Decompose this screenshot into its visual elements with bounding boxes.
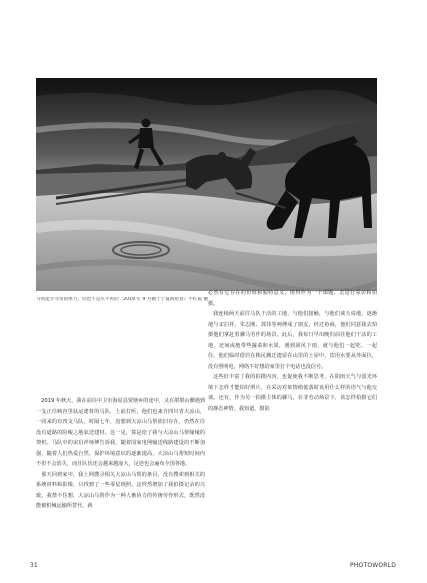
body-paragraph: 2019 年秋天，我在前往中卫市海原县贾塘乡的途中，又在堪堪山腰遇到一支正往峡谷里驮运建材的马队，上前打听，他们也来自四川省大凉山，一同来的有四支马队。时隔七年，没想到大凉山马帮依旧存在，仍然在往没有道路的险峻之地驮送建材。这一见，算是给了我与大凉山马帮缘缘的契机。马队中的宋启祥师傅告诉我，随着国家电网输送线路建设的不断加强，随着人们热爱自然、保护环境意识的逐渐提高，大凉山马帮短时间内不但不会消失，而且队伍还会越来越庞大，足迹也会遍布全国各地。 <box>36 398 205 467</box>
horse-landscape-photo <box>36 78 377 291</box>
page-number: 31 <box>30 562 38 569</box>
magazine-name: PHOTOWORLD <box>350 562 397 569</box>
right-column <box>208 288 377 414</box>
body-paragraph: 这些好丰富了我的拍摄内容，也促使我不断思考，在阴雨天气与弱光环境下怎样才能拍好照片，在采访对象情绪低落时该用什么样的语气与他交谈。还有，作为另一拍摄主体的骡马，在非劳动场景下，该怎样拍摄它们的静态神情。我知道，摄影 <box>208 374 377 412</box>
photo-caption: 马帮能手寻常的体力，但也不是压不垮的（2019 年 9 月摄于宁夏海原县）牛红霞 摄 <box>36 297 209 302</box>
left-column <box>36 396 205 512</box>
body-paragraph: 我连续两天前往马队干活的工地，与他们接触，与他们谈天说地，逐渐地与宋启祥、朱志刚、郭伟等师傅成了朋友，经过协商，他们同意我去拍摄他们拿赶着骡马劳作的场景。此后，我每日早出晚归前往他们干活的工地，还间或地带些蔬菜和水果，遇到刮风下雨，就与他们一起吃、一起住。他们临时借居在株民搬迁遗留在山里的土屋中，饮用水要从外面拉，没有照明电，网络不好想给家里打个电话也没信号。 <box>208 311 377 370</box>
body-paragraph: 那天回到家中，我上网搜寻相关大凉山马帮的条目，没有搜索到相关的系统材料和影像，只找到了一些零星琐照。这样然增加了我拍摄记录的兴致。我禁不住想，大凉山马帮作为一种人畜协力的传统劳作形式，既然没能被机械运输所替代，就 <box>36 471 205 509</box>
body-paragraph: 必然有它存在的价值和独特意义，值得作为一个课题，去进行采访和拍摄。 <box>208 290 377 307</box>
